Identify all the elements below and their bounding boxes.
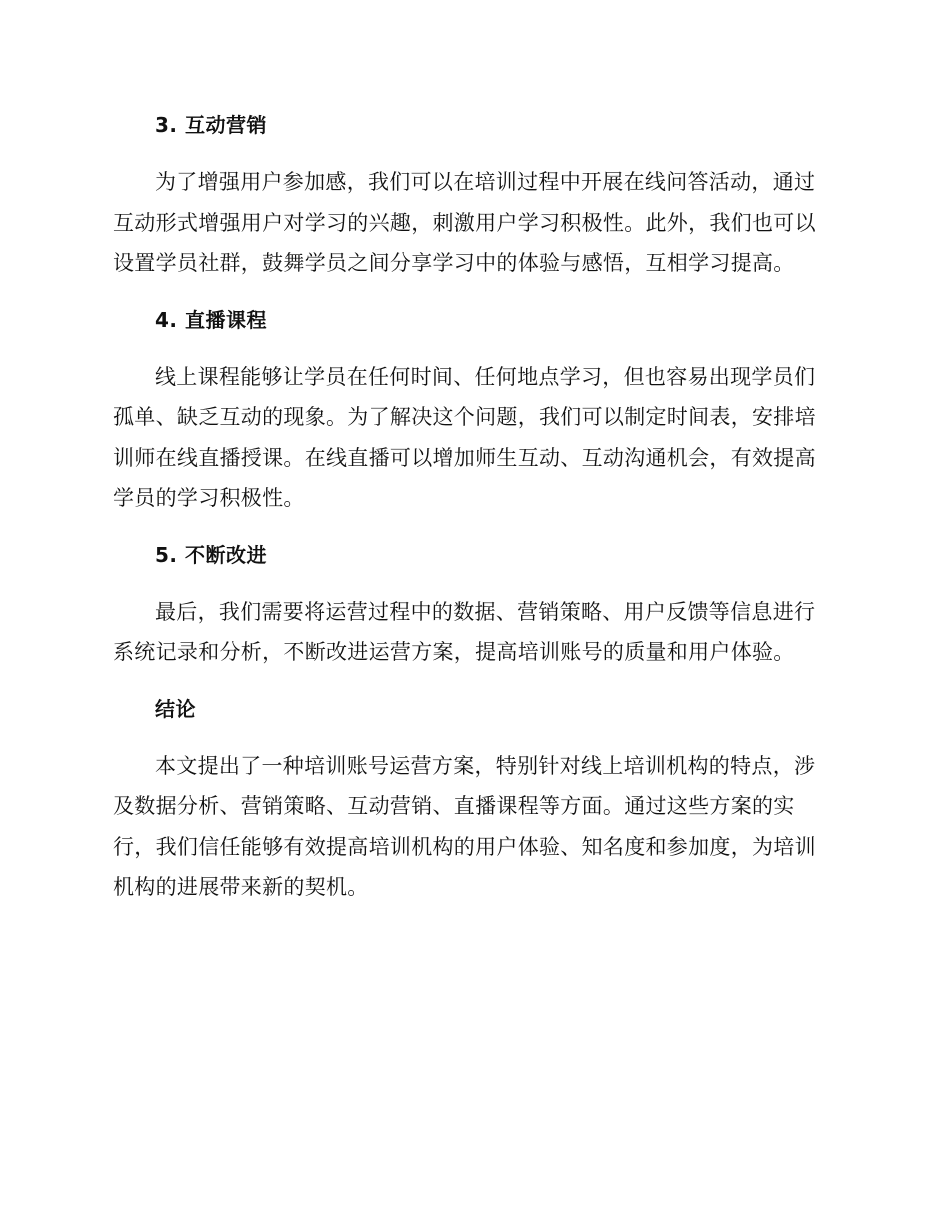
paragraph-line: 线上课程能够让学员在任何时间、任何地点学习，但也容易出现学员们	[155, 364, 816, 389]
paragraph-line: 本文提出了一种培训账号运营方案，特别针对线上培训机构的特点，涉	[155, 753, 816, 778]
section-continuous-improvement	[113, 540, 829, 673]
section-live-courses	[113, 305, 829, 519]
paragraph-line: 行，我们信任能够有效提高培训机构的用户体验、知名度和参加度，为培训	[113, 834, 816, 859]
section-conclusion	[113, 694, 829, 908]
document-page	[113, 110, 829, 929]
section-paragraph	[113, 746, 829, 908]
section-interactive-marketing	[113, 110, 829, 284]
paragraph-line: 系统记录和分析，不断改进运营方案，提高培训账号的质量和用户体验。	[113, 640, 795, 664]
section-heading: 结论	[155, 696, 196, 721]
paragraph-line: 互动形式增强用户对学习的兴趣，刺激用户学习积极性。此外，我们也可以	[113, 210, 816, 235]
paragraph-line: 为了增强用户参加感，我们可以在培训过程中开展在线问答活动，通过	[155, 170, 816, 194]
section-heading: 3. 互动营销	[155, 113, 267, 137]
paragraph-line: 设置学员社群，鼓舞学员之间分享学习中的体验与感悟，互相学习提高。	[113, 251, 795, 275]
section-heading: 5. 不断改进	[155, 542, 267, 567]
paragraph-line: 机构的进展带来新的契机。	[113, 875, 369, 899]
paragraph-line: 学员的学习积极性。	[113, 486, 305, 510]
paragraph-line: 孤单、缺乏互动的现象。为了解决这个问题，我们可以制定时间表，安排培	[113, 405, 816, 429]
section-paragraph	[113, 357, 829, 519]
section-paragraph	[113, 592, 829, 673]
paragraph-line: 及数据分析、营销策略、互动营销、直播课程等方面。通过这些方案的实	[113, 794, 795, 818]
paragraph-line: 训师在线直播授课。在线直播可以增加师生互动、互动沟通机会，有效提高	[113, 445, 816, 470]
paragraph-line: 最后，我们需要将运营过程中的数据、营销策略、用户反馈等信息进行	[155, 599, 816, 624]
section-heading: 4. 直播课程	[155, 307, 267, 332]
section-paragraph	[113, 162, 829, 284]
